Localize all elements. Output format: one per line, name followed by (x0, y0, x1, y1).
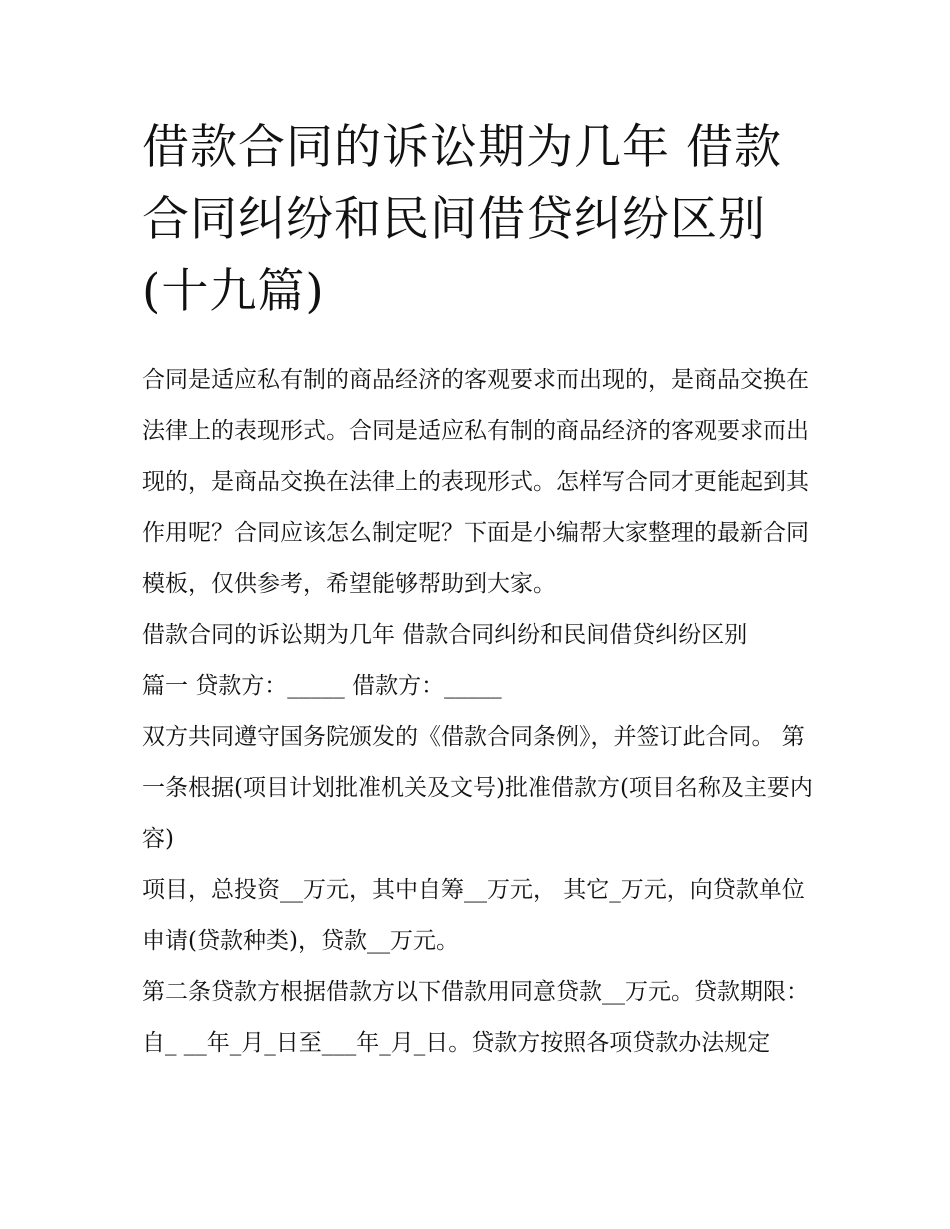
paragraph-heading: 借款合同的诉讼期为几年 借款合同纠纷和民间借贷纠纷区别 (142, 622, 748, 648)
paragraph-clause-1: 双方共同遵守国务院颁发的《借款合同条例》，并签订此合同。 第一条根据(项目计划批准机关及文号)批准借款方(项目名称及主要内容) (142, 724, 813, 852)
paragraph-parties: 篇一 贷款方：_____ 借款方：_____ (142, 673, 502, 699)
document-body (142, 355, 822, 1069)
paragraph-intro: 合同是适应私有制的商品经济的客观要求而出现的，是商品交换在法律上的表现形式。合同是适应私有制的商品经济的客观要求而出现的，是商品交换在法律上的表现形式。怎样写合同才更能起到其作用呢？合同应该怎么制定呢？下面是小编帮大家整理的最新合同模板，仅供参考，希望能够帮助到大家。 (142, 367, 809, 597)
paragraph-clause-2: 第二条贷款方根据借款方以下借款用同意贷款__万元。贷款期限：自_ __年_月_日至___年_月_日。贷款方按照各项贷款办法规定 (142, 979, 809, 1056)
document-title: 借款合同的诉讼期为几年 借款合同纠纷和民间借贷纠纷区别(十九篇) (142, 120, 782, 319)
paragraph-clause-1-cont: 项目，总投资__万元，其中自筹__万元， 其它_万元，向贷款单位申请(贷款种类)，贷款__万元。 (142, 877, 805, 954)
